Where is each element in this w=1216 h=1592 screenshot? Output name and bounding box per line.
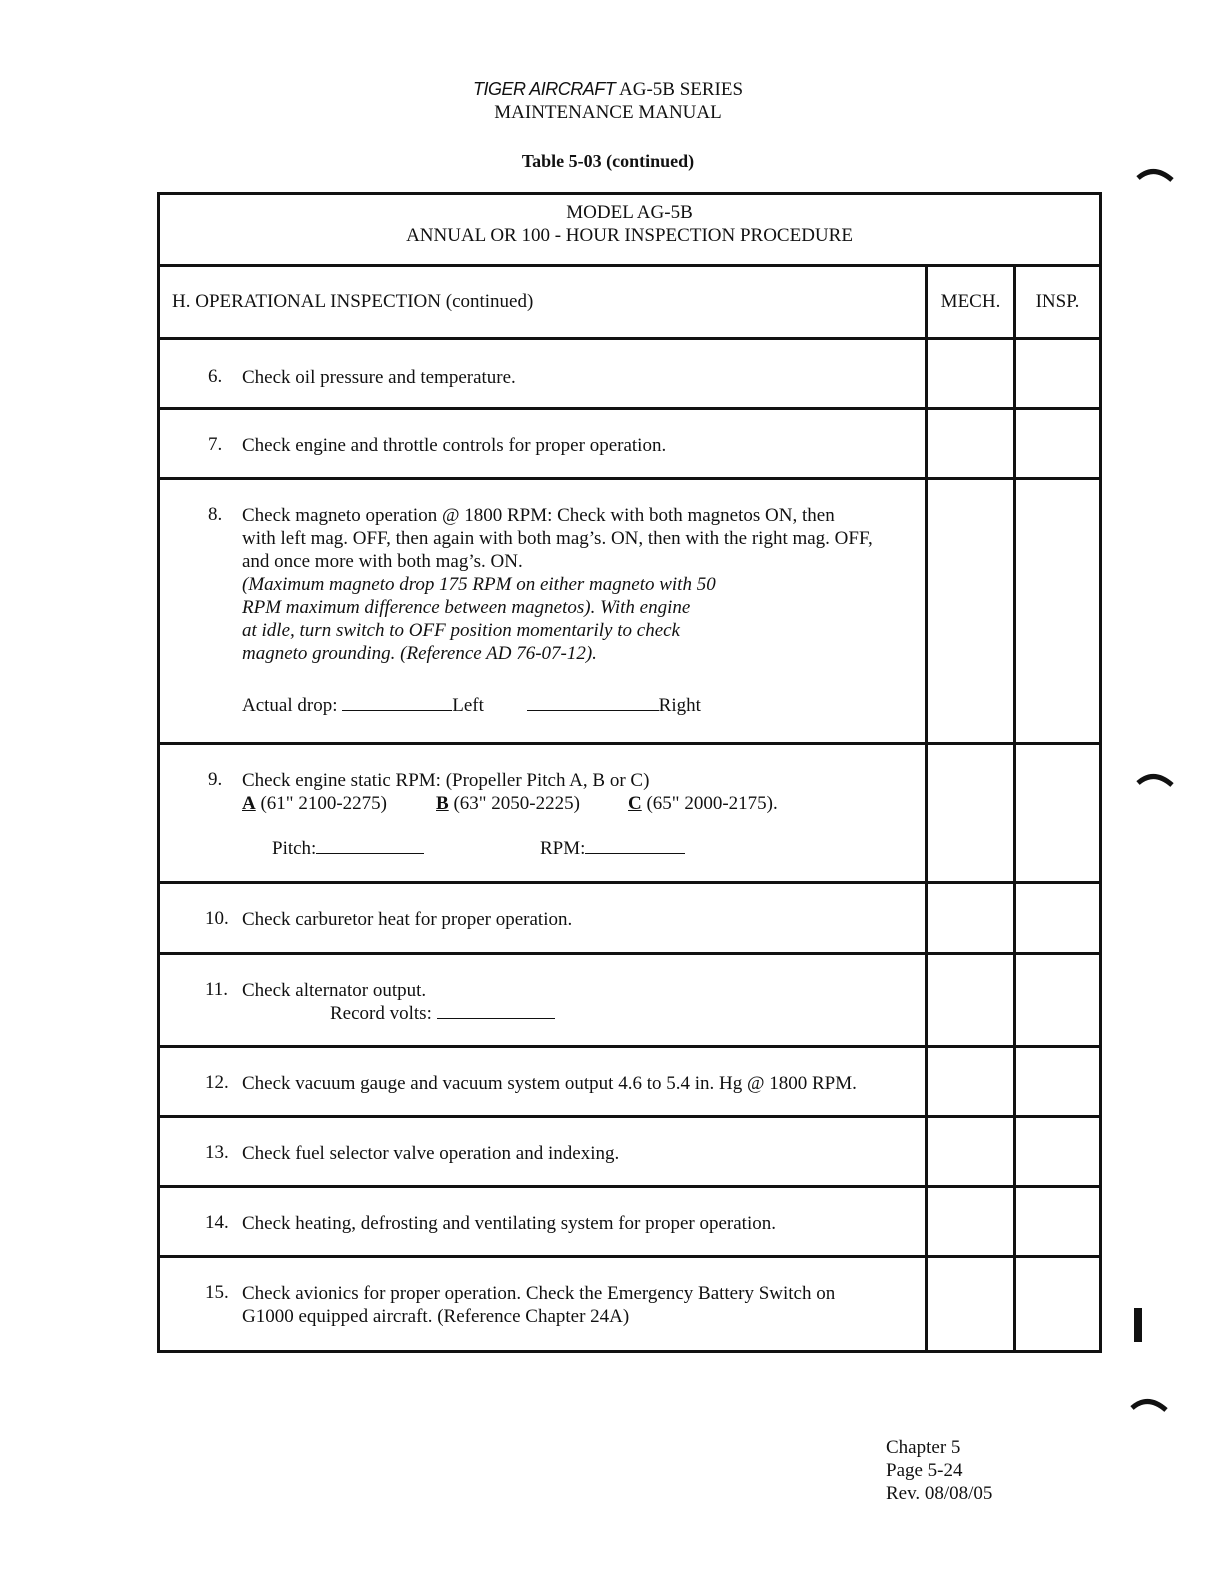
mech-checkbox[interactable] — [925, 1118, 1013, 1185]
table-row — [160, 1258, 1099, 1350]
item-note-line: at idle, turn switch to OFF position momentarily to check — [242, 620, 680, 641]
item-text-line: G1000 equipped aircraft. (Reference Chapter 24A) — [242, 1306, 630, 1327]
pitch-label: Pitch: — [272, 838, 317, 859]
manual-title: MAINTENANCE MANUAL — [494, 102, 722, 123]
record-volts-blank[interactable] — [437, 1002, 555, 1019]
insp-checkbox[interactable] — [1013, 955, 1099, 1045]
insp-column-header: INSP. — [1013, 267, 1099, 337]
item-text-line: Check magneto operation @ 1800 RPM: Check with both magnetos ON, then — [242, 505, 835, 526]
insp-checkbox[interactable] — [1013, 1048, 1099, 1115]
mech-checkbox[interactable] — [925, 1048, 1013, 1115]
left-label: Left — [452, 695, 484, 716]
item-text: Check carburetor heat for proper operation. — [242, 909, 573, 930]
page-footer — [886, 1436, 992, 1505]
item-note-line: (Maximum magneto drop 175 RPM on either magneto with 50 — [242, 574, 716, 595]
item-text: Check oil pressure and temperature. — [242, 367, 516, 388]
insp-checkbox[interactable] — [1013, 884, 1099, 952]
item-number: 8. — [208, 504, 223, 525]
pitch-field — [272, 837, 424, 860]
right-drop-blank[interactable] — [527, 694, 659, 711]
insp-checkbox[interactable] — [1013, 480, 1099, 742]
item-text-line: and once more with both mag’s. ON. — [242, 551, 523, 572]
table-title-model: MODEL AG-5B — [566, 202, 693, 223]
table-row — [160, 1048, 1099, 1118]
revision-mark-icon — [1136, 765, 1176, 791]
item-text: Check engine static RPM: (Propeller Pitch A, B or C) — [242, 770, 650, 791]
item-number: 10. — [205, 908, 229, 929]
mech-checkbox[interactable] — [925, 340, 1013, 407]
section-title: H. OPERATIONAL INSPECTION (continued) — [172, 291, 534, 312]
pitch-c-letter: C — [628, 793, 642, 814]
table-title — [160, 195, 1099, 267]
table-row — [160, 1118, 1099, 1188]
item-note-line: magneto grounding. (Reference AD 76-07-12). — [242, 643, 597, 664]
item-number: 13. — [205, 1142, 229, 1163]
footer-page: Page 5-24 — [886, 1460, 963, 1481]
insp-checkbox[interactable] — [1013, 340, 1099, 407]
table-caption: Table 5-03 (continued) — [521, 151, 695, 171]
item-number: 7. — [208, 434, 223, 455]
item-text: Check vacuum gauge and vacuum system output 4.6 to 5.4 in. Hg @ 1800 RPM. — [242, 1073, 857, 1094]
table-row — [160, 745, 1099, 884]
item-text: Check alternator output. — [242, 980, 427, 1001]
record-volts-field — [330, 1002, 555, 1025]
insp-checkbox[interactable] — [1013, 1258, 1099, 1350]
pitch-c-option — [628, 792, 778, 815]
pitch-a-text: (61" 2100-2275) — [255, 793, 387, 814]
inspection-table — [157, 192, 1102, 1353]
item-note-line: RPM maximum difference between magnetos). With engine — [242, 597, 691, 618]
right-label: Right — [658, 695, 701, 716]
table-row — [160, 1188, 1099, 1258]
table-title-procedure: ANNUAL OR 100 - HOUR INSPECTION PROCEDURE — [406, 225, 853, 246]
table-row — [160, 955, 1099, 1048]
pitch-a-option — [242, 792, 387, 815]
rpm-field — [540, 837, 685, 860]
item-number: 6. — [208, 366, 223, 387]
series-name: AG-5B SERIES — [619, 79, 744, 100]
document-header — [0, 78, 1216, 101]
item-text-line: with left mag. OFF, then again with both mag’s. ON, then with the right mag. OFF, — [242, 528, 873, 549]
revision-mark-icon — [1136, 160, 1176, 186]
item-text: Check engine and throttle controls for proper operation. — [242, 435, 667, 456]
pitch-a-letter: A — [242, 793, 256, 814]
insp-checkbox[interactable] — [1013, 1118, 1099, 1185]
table-row — [160, 480, 1099, 745]
item-number: 11. — [205, 979, 229, 1000]
record-volts-label: Record volts: — [330, 1003, 432, 1024]
mech-checkbox[interactable] — [925, 955, 1013, 1045]
footer-revision: Rev. 08/08/05 — [886, 1483, 993, 1504]
mech-checkbox[interactable] — [925, 884, 1013, 952]
section-header-row — [160, 267, 1099, 340]
item-text — [242, 504, 942, 665]
item-text: Check heating, defrosting and ventilating system for proper operation. — [242, 1213, 776, 1234]
brand-name: TIGER AIRCRAFT — [472, 79, 616, 99]
insp-checkbox[interactable] — [1013, 410, 1099, 477]
item-number: 12. — [205, 1072, 229, 1093]
insp-checkbox[interactable] — [1013, 1188, 1099, 1255]
actual-drop-line — [242, 694, 701, 717]
mech-checkbox[interactable] — [925, 410, 1013, 477]
pitch-blank[interactable] — [316, 837, 424, 854]
change-bar — [1134, 1308, 1142, 1342]
pitch-b-letter: B — [436, 793, 449, 814]
item-number: 15. — [205, 1282, 229, 1303]
table-top-double-rule — [157, 192, 1102, 196]
rpm-blank[interactable] — [585, 837, 685, 854]
mech-checkbox[interactable] — [925, 1258, 1013, 1350]
actual-drop-label: Actual drop: — [242, 695, 338, 716]
item-number: 9. — [208, 769, 223, 790]
table-row — [160, 410, 1099, 480]
footer-chapter: Chapter 5 — [886, 1437, 961, 1458]
mech-checkbox[interactable] — [925, 1188, 1013, 1255]
rpm-label: RPM: — [540, 838, 586, 859]
table-row — [160, 340, 1099, 410]
table-row — [160, 884, 1099, 955]
pitch-c-text: (65" 2000-2175). — [641, 793, 778, 814]
pitch-b-text: (63" 2050-2225) — [448, 793, 580, 814]
insp-checkbox[interactable] — [1013, 745, 1099, 881]
mech-checkbox[interactable] — [925, 745, 1013, 881]
item-text: Check fuel selector valve operation and indexing. — [242, 1143, 620, 1164]
pitch-b-option — [436, 792, 580, 815]
item-number: 14. — [205, 1212, 229, 1233]
revision-mark-icon — [1130, 1390, 1170, 1416]
left-drop-blank[interactable] — [342, 694, 452, 711]
mech-column-header: MECH. — [925, 267, 1013, 337]
item-text-line: Check avionics for proper operation. Check the Emergency Battery Switch on — [242, 1283, 836, 1304]
